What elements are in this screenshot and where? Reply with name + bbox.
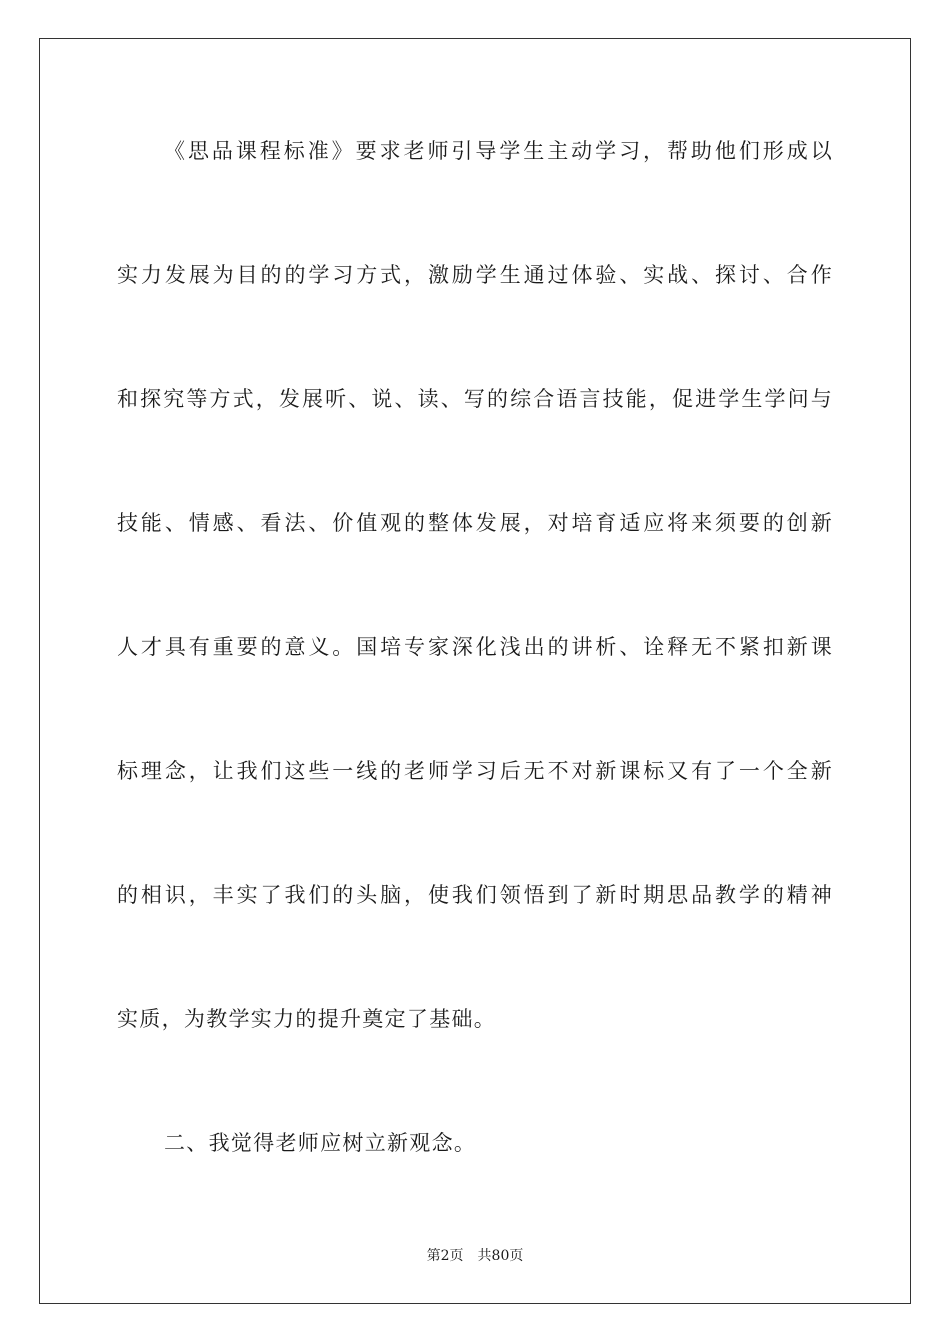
paragraph-line-7: 的相识，丰实了我们的头脑，使我们领悟到了新时期思品教学的精神 (117, 883, 833, 907)
paragraph-line-2: 实力发展为目的的学习方式，激励学生通过体验、实战、探讨、合作 (117, 263, 833, 287)
page-number: 第2页 (426, 1248, 464, 1264)
paragraph-line-8: 实质，为教学实力的提升奠定了基础。 (117, 1007, 497, 1031)
section-heading: 二、我觉得老师应树立新观念。 (164, 1131, 477, 1155)
paragraph-line-6: 标理念，让我们这些一线的老师学习后无不对新课标又有了一个全新 (117, 759, 833, 783)
paragraph-line-3: 和探究等方式，发展听、说、读、写的综合语言技能，促进学生学问与 (117, 387, 833, 411)
paragraph-line-4: 技能、情感、看法、价值观的整体发展，对培育适应将来须要的创新 (117, 511, 833, 535)
page-border (39, 38, 911, 1304)
paragraph-line-1: 《思品课程标准》要求老师引导学生主动学习，帮助他们形成以 (164, 139, 833, 163)
page-footer (0, 1246, 950, 1266)
paragraph-line-5: 人才具有重要的意义。国培专家深化浅出的讲析、诠释无不紧扣新课 (117, 635, 833, 659)
page-total: 共80页 (477, 1248, 524, 1264)
